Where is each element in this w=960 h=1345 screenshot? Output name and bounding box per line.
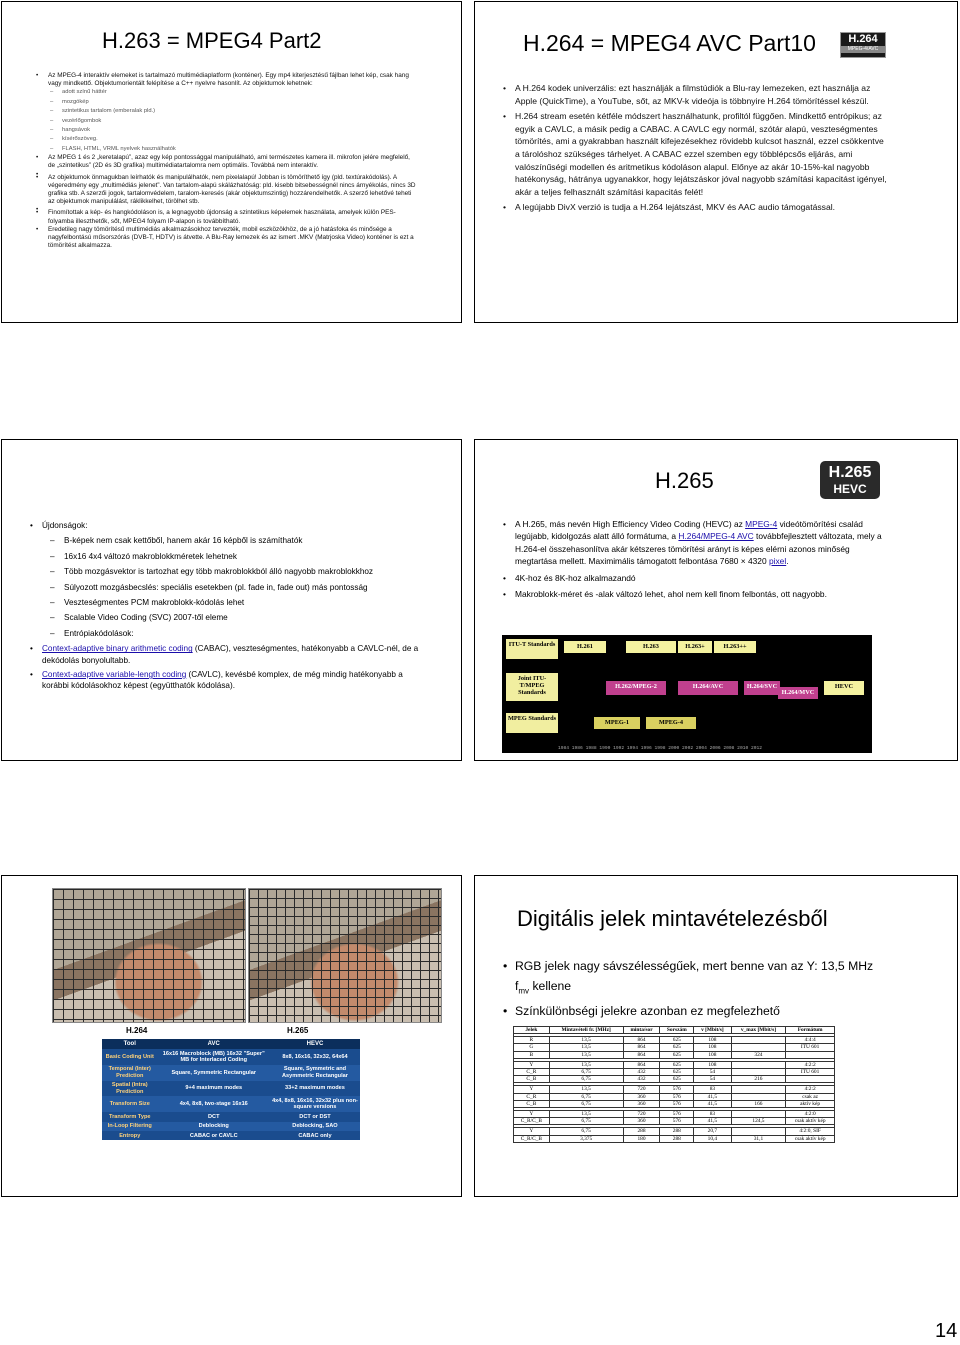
bullet-hevc: • A H.265, más nevén High Efficiency Video Coding (HEVC) az MPEG-4 videótömörítési család legújabb, kidolgozás alatt álló formátuma, a H.264/MPEG-4 AVC továbbfejlesztett változata, mely a H.264-el összehasonlítva akár kétszeres tömörítési arányt is képes elérni azonos minőség megtartása mellett. Maximimális támogatott felbontása 7680 × 4320 pixel. xyxy=(503,518,888,568)
cell: 4:2:2 xyxy=(786,1061,835,1068)
slide-h264-news xyxy=(1,439,462,761)
cell xyxy=(731,1128,786,1135)
cell: 13,5 xyxy=(549,1111,623,1118)
cell: 4:2:0 xyxy=(786,1111,835,1118)
sampling-table xyxy=(513,1026,835,1143)
cell: 13,5 xyxy=(549,1037,623,1044)
logo-sub: MPEG-4/AVC xyxy=(841,46,885,53)
cell: G xyxy=(514,1044,550,1051)
bullet: • Újdonságok: xyxy=(30,520,420,531)
table-row xyxy=(514,1100,835,1107)
cell: 576 xyxy=(660,1100,694,1107)
cell: B xyxy=(514,1051,550,1058)
slide-title: Digitális jelek mintavételezésből xyxy=(517,906,828,931)
h264-frame-image xyxy=(52,888,246,1023)
cell: Y xyxy=(514,1111,550,1118)
std-hevc: HEVC xyxy=(824,681,864,695)
cell xyxy=(731,1061,786,1068)
slide-title: H.264 = MPEG4 AVC Part10 xyxy=(523,30,816,56)
mpeg4-link[interactable]: MPEG-4 xyxy=(745,519,778,529)
table-row xyxy=(514,1044,835,1051)
cell: ITU 601 xyxy=(786,1069,835,1076)
bullet: • Eredetileg nagy tömörítésű multimédiás alkalmazásokhoz tervezték, mobil eszközökhöz, de a jó hatásfoka és minősége a nagyfelbontású műsorszórás (DVB-T, HDTV) is átvette. A Blu-Ray lemezek és az ismert .MKV (Matrjoska Video) konténer is ezt a tömörítést alkalmazza. xyxy=(36,226,416,251)
cell xyxy=(731,1069,786,1076)
cell: R xyxy=(514,1037,550,1044)
std-h262: H.262/MPEG-2 xyxy=(606,681,666,695)
col-header: v [Mbit/s] xyxy=(694,1027,732,1034)
std-h261: H.261 xyxy=(564,641,606,653)
table-row xyxy=(514,1051,835,1058)
cell: 54 xyxy=(694,1076,732,1083)
sub-item: – FLASH, HTML, VRML nyelvek használhatók xyxy=(50,145,416,154)
cell: 360 xyxy=(623,1118,660,1125)
std-mpeg4: MPEG-4 xyxy=(646,717,696,729)
h264-link[interactable]: H.264/MPEG-4 AVC xyxy=(678,531,754,542)
cell: C_R xyxy=(514,1069,550,1076)
cell: 124,5 xyxy=(731,1118,786,1125)
table-row xyxy=(514,1037,835,1044)
cell: Transform Type xyxy=(108,1113,151,1120)
cell: 4:2:2 xyxy=(786,1086,835,1093)
cell: 324 xyxy=(731,1051,786,1058)
sub-item: – Entrópiakódolások: xyxy=(30,628,420,639)
col-header: Mintavételi fr. [MHz] xyxy=(549,1027,623,1034)
table-header-row xyxy=(514,1027,835,1034)
cell: C_R/C_B xyxy=(514,1135,550,1142)
table-row xyxy=(514,1061,835,1068)
cell: In-Loop Filtering xyxy=(102,1122,158,1131)
cell: 108 xyxy=(694,1061,732,1068)
cell: C_R/C_B xyxy=(514,1118,550,1125)
cell: C_R xyxy=(514,1093,550,1100)
cell: Deblocking xyxy=(158,1122,270,1131)
table-row xyxy=(514,1135,835,1142)
slide-body xyxy=(36,72,416,250)
cell: 4x4, 8x8, two-stage 16x16 xyxy=(158,1096,270,1112)
cell: csak aktív kép xyxy=(786,1118,835,1125)
cell: 720 xyxy=(623,1086,660,1093)
table-row xyxy=(514,1069,835,1076)
std-h263pp: H.263++ xyxy=(714,641,756,653)
col-header: HEVC xyxy=(270,1039,360,1049)
cell xyxy=(731,1093,786,1100)
cell: 8x8, 16x16, 32x32, 64x64 xyxy=(282,1053,348,1060)
cell: Deblocking, SAO xyxy=(270,1122,360,1131)
cell: 576 xyxy=(660,1086,694,1093)
slide-h264 xyxy=(474,1,958,323)
std-h264avc: H.264/AVC xyxy=(678,681,738,695)
cell xyxy=(731,1044,786,1051)
sub-list xyxy=(30,535,420,639)
cell: Y xyxy=(514,1128,550,1135)
cell: 6,75 xyxy=(549,1093,623,1100)
cell: 864 xyxy=(623,1061,660,1068)
table-row xyxy=(514,1093,835,1100)
cell: 360 xyxy=(623,1100,660,1107)
bullet-text: (CABAC), veszteségmentes, hatékonyabb a CAVLC-nél, de a dekódolás bonyolultabb. xyxy=(42,644,419,665)
bullet: • Az objektumok önmagukban leírhatók és manipulálhatók, nem pixelalapú! Jobban is tömöríthető így (pld. textúrakódolás). A végeredmény egy „multimédiás jelenet”. Van tartalom-alapú skálázhatóság: pld. kisebb bitsebességnél nincs árnyékolás, nincs 3D grafika stb. A szerzői jogok, tartalomvédelem, taralom-keresés (akár objektumszintig) hozzárendelhetők. A szerző lehetővé teheti az objektumok manipulálást, ráklikkelhet, törölhet stb. xyxy=(36,174,416,207)
cell: 83 xyxy=(694,1111,732,1118)
cell: 432 xyxy=(623,1069,660,1076)
cell: 288 xyxy=(660,1135,694,1142)
std-h263p: H.263+ xyxy=(678,641,712,653)
cell: 33+2 maximum modes xyxy=(285,1085,345,1092)
cell: 864 xyxy=(623,1051,660,1058)
slide-body xyxy=(30,520,420,692)
sub-item: – Súlyozott mozgásbecslés: speciális esetekben (pl. fade in, fade out) más pontosság xyxy=(30,582,420,593)
sub-item: – Több mozgásvektor is tartozhat egy több makroblokkból álló nagyobb makroblokkhoz xyxy=(30,566,420,577)
cell: C_B xyxy=(514,1076,550,1083)
cell: 41,5 xyxy=(694,1093,732,1100)
row-label: ITU-T Standards xyxy=(506,639,558,659)
slide-title: H.263 = MPEG4 Part2 xyxy=(102,28,322,53)
bullet: • H.264 stream esetén kétféle módszert használhatunk, profiltól függően. Mindkettő entrópikus; az egyik a CAVLC, a másik pedig a CABAC. A CAVLC egy normál, szótár alapú, veszteségmentes tömörítés, ami a gyakrabban használt kifejezésekhez rövidebb kulcsot használ, ezzel csökkentve a tárolóshoz szükséges tárhelyet. A CABAC ezzel szemben egy többlépcsős eljárás, ami valószínűségi modellen és aritmetikus kódoláson alapul. Előnye az akár 10-15%-kal nagyobb hatékonyság, hátránya ugyanakkor, hogy lejátszáskor jóval nagyobb számítási kapacitást igényel, akár a teljes felhasznált számítási kapacitás felét! xyxy=(503,110,888,198)
slide-h265 xyxy=(474,439,958,761)
cell: 6,75 xyxy=(549,1076,623,1083)
cell: 625 xyxy=(660,1076,694,1083)
cell: Entropy xyxy=(119,1132,141,1139)
sub-item: – B-képek nem csak kettőből, hanem akár 16 képből is számíthatók xyxy=(30,535,420,546)
table-row xyxy=(514,1128,835,1135)
cabac-link[interactable]: Context-adaptive binary arithmetic coding xyxy=(42,644,193,654)
cell: Temporal (Inter) Prediction xyxy=(102,1065,158,1081)
cell: 6,75 xyxy=(549,1118,623,1125)
col-header: AVC xyxy=(158,1039,270,1049)
pixel-link[interactable]: pixel xyxy=(768,556,787,567)
row-label: Joint ITU-T/MPEG Standards xyxy=(506,673,558,701)
cell: 108 xyxy=(694,1037,732,1044)
bullet-cabac xyxy=(30,643,420,666)
col-header: Jelek xyxy=(514,1027,550,1034)
cell xyxy=(786,1051,835,1058)
cell: 83 xyxy=(694,1086,732,1093)
h264-logo xyxy=(840,32,886,58)
col-header: v_max [Mbit/s] xyxy=(731,1027,786,1034)
tool-comparison-table xyxy=(102,1039,360,1140)
cell: 108 xyxy=(694,1051,732,1058)
cell: 288 xyxy=(623,1128,660,1135)
col-header: Sorszám xyxy=(660,1027,694,1034)
sub-item: – 16x16 4x4 változó makroblokkméretek lehetnek xyxy=(30,551,420,562)
h265-frame-image xyxy=(248,888,442,1023)
bullet: • Finomítottak a kép- és hangkódoláson is, a legnagyobb újdonság a szintetikus képelemek használata, amelyek külön PES-folyamba illeszthetők, sőt, MPEG4 folyam IP-alapon is továbbítható. xyxy=(36,209,416,225)
cell: 180 xyxy=(623,1135,660,1142)
sub-item: – Veszteségmentes PCM makroblokk-kódolás lehet xyxy=(30,597,420,608)
cell: 576 xyxy=(660,1111,694,1118)
slide-body xyxy=(503,82,888,217)
std-h264mvc: H.264/MVC xyxy=(778,687,818,699)
table-row xyxy=(514,1076,835,1083)
cell: 16x16 Macroblock (MB) 16x32 "Super" MB for Interlaced Coding xyxy=(162,1050,265,1063)
page-number: 14 xyxy=(935,1320,958,1342)
std-mpeg1: MPEG-1 xyxy=(594,717,640,729)
bullet: • A legújabb DivX verzió is tudja a H.264 lejátszást, MKV és AAC audio támogatással. xyxy=(503,201,888,214)
table-row xyxy=(102,1096,360,1112)
col-header: Tool xyxy=(102,1039,158,1049)
bullet: • Színkülönbségi jelekre azonban ez megfelezhető xyxy=(503,1001,888,1021)
cell: Transform Size xyxy=(102,1096,158,1112)
slide-digital-sampling xyxy=(474,875,958,1197)
cell: 864 xyxy=(623,1037,660,1044)
col-header: minta/sor xyxy=(623,1027,660,1034)
cell: 6,75 xyxy=(549,1069,623,1076)
bullet: • RGB jelek nagy sávszélességűek, mert benne van az Y: 13,5 MHz $f_{mv}$ kellene xyxy=(503,956,888,1001)
cell: 41,5 xyxy=(694,1118,732,1125)
cell: 108 xyxy=(694,1044,732,1051)
cell: 720 xyxy=(623,1111,660,1118)
slide-avc-hevc-comparison xyxy=(1,875,462,1197)
table-row xyxy=(514,1086,835,1093)
cell: 54 xyxy=(694,1069,732,1076)
cell: CABAC or CAVLC xyxy=(189,1132,238,1139)
table-row xyxy=(102,1049,360,1065)
cell: 13,5 xyxy=(549,1061,623,1068)
cell: csak aktív kép xyxy=(786,1135,835,1142)
table-row xyxy=(102,1122,360,1131)
cell: 13,5 xyxy=(549,1044,623,1051)
cell: 216 xyxy=(731,1076,786,1083)
cell: DCT xyxy=(207,1113,220,1120)
cell xyxy=(731,1111,786,1118)
cell: 625 xyxy=(660,1061,694,1068)
bullet: • Az MPEG-4 interaktív elemeket is tartalmazó multimédiaplatform (konténer). Egy mp4 kiterjesztésű fájlban lehet kép, csak hang vagy mindkettő. Objektumorientált felépítése a C++ nyelvre hasonlít. Az objektumok lehetnek: xyxy=(36,72,416,88)
cavlc-link[interactable]: Context-adaptive variable-length coding xyxy=(42,670,187,680)
cell: 864 xyxy=(623,1044,660,1051)
table-row xyxy=(102,1081,360,1097)
slide-body xyxy=(503,518,888,604)
cell: 13,5 xyxy=(549,1051,623,1058)
bullet: • A H.264 kodek univerzális: ezt használják a filmstúdiók a Blu-ray lemezeken, ezt használja az Apple (QuickTime), a YouTube, sőt, az MKV-k videója is többnyire H.264 tömörítéssel készül. xyxy=(503,82,888,107)
cell: Y xyxy=(514,1061,550,1068)
std-h263: H.263 xyxy=(626,641,676,653)
table-row xyxy=(102,1065,360,1081)
caption-h264: H.264 xyxy=(126,1026,148,1035)
cell: CABAC only xyxy=(298,1132,332,1139)
cell: 166 xyxy=(731,1100,786,1107)
cell xyxy=(731,1086,786,1093)
cell: 625 xyxy=(660,1044,694,1051)
cell: C_B xyxy=(514,1100,550,1107)
cell: Square, Symmetric Rectangular xyxy=(158,1065,270,1081)
cell: ITU 601 xyxy=(786,1044,835,1051)
sub-item: – adott színű háttér xyxy=(50,88,416,97)
slide-title: H.265 xyxy=(655,468,714,493)
sub-item: – vezérlőgombok xyxy=(50,117,416,126)
cell: DCT or DST xyxy=(299,1113,331,1120)
cell: 3,375 xyxy=(549,1135,623,1142)
cell: csak az xyxy=(786,1093,835,1100)
sub-list xyxy=(36,88,416,154)
caption-h265: H.265 xyxy=(287,1026,309,1035)
table-row xyxy=(514,1111,835,1118)
cell: 31,1 xyxy=(731,1135,786,1142)
logo-main: H.265 xyxy=(828,464,872,481)
cell: 360 xyxy=(623,1093,660,1100)
table-row xyxy=(514,1118,835,1125)
cell: 4x4, 8x8, 16x16, 32x32 plus non-square versions xyxy=(270,1096,360,1112)
cell: 432 xyxy=(623,1076,660,1083)
cell xyxy=(731,1037,786,1044)
row-label: MPEG Standards xyxy=(506,713,558,733)
cell: 41,5 xyxy=(694,1100,732,1107)
sub-item: – mozgókép xyxy=(50,98,416,107)
bullet-text: (CAVLC), kevésbé komplex, de még mindig hatékonyabb a korábbi kódolásokhoz képest (együtthatók kódolása). xyxy=(42,670,403,691)
cell: 13,5 xyxy=(549,1086,623,1093)
cell: 6,75 xyxy=(549,1100,623,1107)
sub-item: – szintetikus tartalom (emberalak pld.) xyxy=(50,107,416,116)
table-row xyxy=(102,1131,360,1140)
col-header: Formátum xyxy=(786,1027,835,1034)
cell: Spatial (Intra) Prediction xyxy=(111,1082,148,1095)
sub-item: – kísérőszöveg. xyxy=(50,135,416,144)
logo-sub: HEVC xyxy=(833,482,867,496)
sub-item: – hangsávok xyxy=(50,126,416,135)
cell: 576 xyxy=(660,1118,694,1125)
h265-logo xyxy=(820,461,880,499)
logo-main: H.264 xyxy=(848,33,878,45)
bullet: • 4K-hoz és 8K-hoz alkalmazandó xyxy=(503,572,888,584)
cell: Y xyxy=(514,1086,550,1093)
cell: 4:4:4 xyxy=(786,1037,835,1044)
sub-item: – Scalable Video Coding (SVC) 2007-től eleme xyxy=(30,612,420,623)
cell: 625 xyxy=(660,1037,694,1044)
cell: 4:2:0, SIF xyxy=(786,1128,835,1135)
cell: Square, Symmetric and Asymmetric Rectangular xyxy=(270,1065,360,1081)
bullet: • Makroblokk-méret és -alak változó lehet, ahol nem kell finom felbontás, ott nagyobb. xyxy=(503,588,888,600)
cell: 576 xyxy=(660,1093,694,1100)
cell: 9+4 maximum modes xyxy=(185,1085,243,1092)
cell: 288 xyxy=(660,1128,694,1135)
slide-body xyxy=(503,956,888,1021)
table-row xyxy=(102,1112,360,1121)
cell: Basic Coding Unit xyxy=(105,1053,154,1060)
cell: 625 xyxy=(660,1069,694,1076)
bullet-cavlc xyxy=(30,669,420,692)
cell: aktív kép xyxy=(786,1100,835,1107)
cell: 10,4 xyxy=(694,1135,732,1142)
cell: 20,7 xyxy=(694,1128,732,1135)
years-axis: 1984 1986 1988 1990 1992 1994 1996 1998 2000 2002 2004 2006 2008 2010 2012 xyxy=(558,746,762,751)
cell: 625 xyxy=(660,1051,694,1058)
bullet: • Az MPEG 1 és 2 „keretalapú”, azaz egy kép pontossággal manipulálható, ami természetes kamera ill. mikrofon jelére megfelelő, de „szintetikus” (2D és 3D grafika) multimédiatartalomra nem optimális. Továbbá nem interaktív. xyxy=(36,154,416,170)
standards-timeline xyxy=(502,635,872,753)
cell: 6,75 xyxy=(549,1128,623,1135)
cell xyxy=(786,1076,835,1083)
slide-h263 xyxy=(1,1,462,323)
std-h264svc: H.264/SVC xyxy=(744,681,780,695)
